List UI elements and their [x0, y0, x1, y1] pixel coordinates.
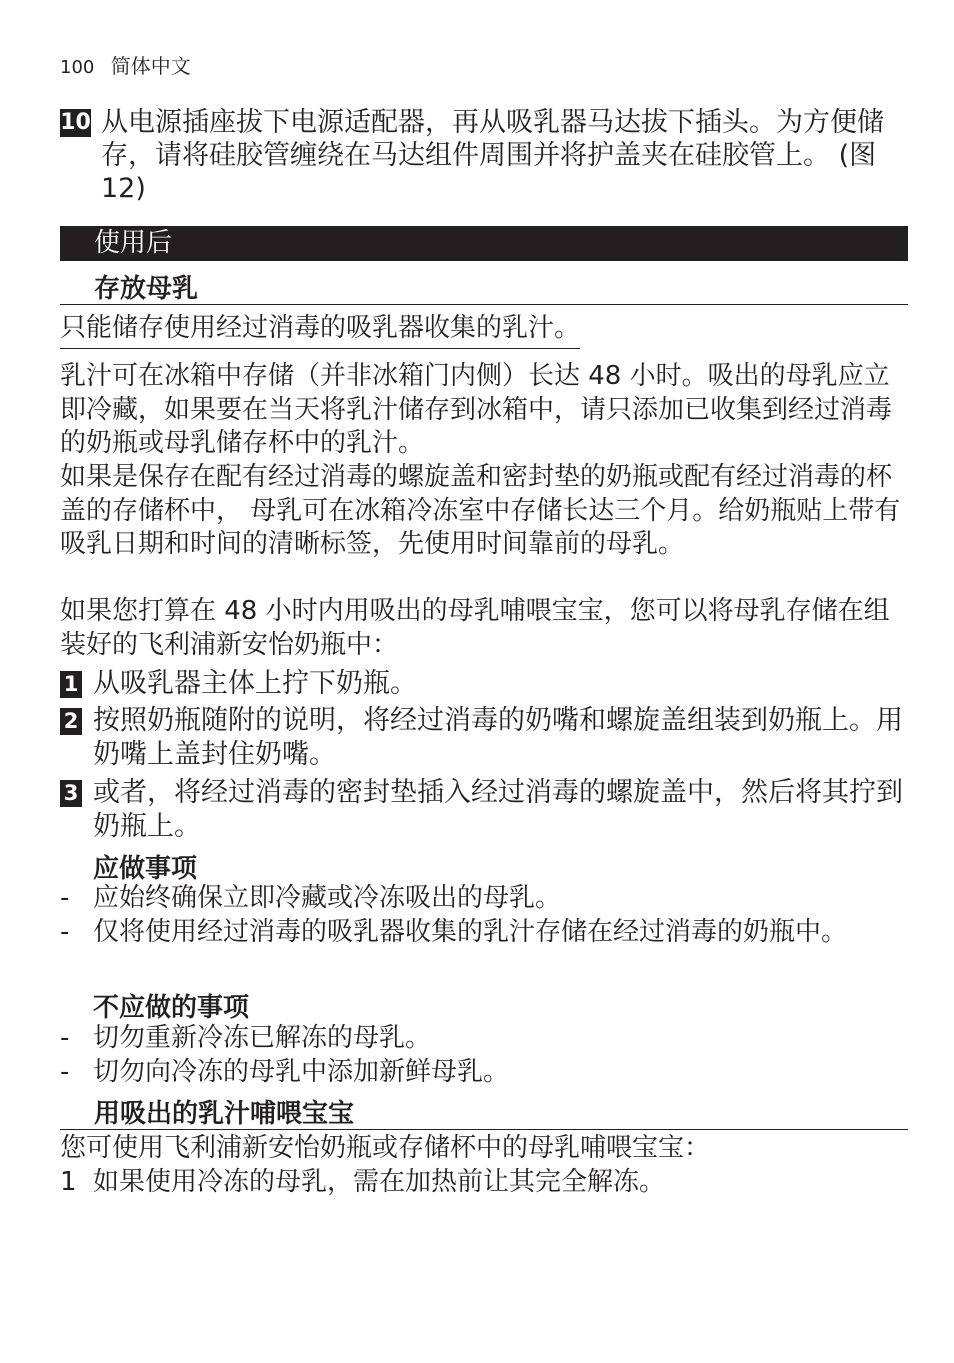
list-item-text: 切勿重新冷冻已解冻的母乳。	[93, 1023, 432, 1053]
step-text: 从电源插座拔下电源适配器，再从吸乳器马达拔下插头。为方便储存，请将硅胶管缠绕在马达组件周围并将护盖夹在硅胶管上。 (图 12)	[101, 107, 884, 204]
list-item-text: 仅将使用经过消毒的吸乳器收集的乳汁存储在经过消毒的奶瓶中。	[93, 917, 848, 947]
list-item-text: 切勿向冷冻的母乳中添加新鲜母乳。	[93, 1057, 510, 1087]
page-number: 100	[60, 57, 95, 78]
list-dash: -	[60, 1023, 70, 1053]
step-number-badge: 1	[60, 671, 82, 698]
step-number-badge: 10	[60, 110, 91, 135]
list-number: 1	[60, 1167, 77, 1197]
paragraph: 如果您打算在 48 小时内用吸出的母乳哺喂宝宝，您可以将母乳存储在组装好的飞利浦新安怡奶瓶中：	[60, 596, 890, 660]
warning-note	[60, 312, 908, 349]
paragraph: 乳汁可在冰箱中存储（并非冰箱门内侧）长达 48 小时。吸出的母乳应立即冷藏，如果要在当天将乳汁储存到冰箱中，请只添加已收集到经过消毒的奶瓶或母乳储存杯中的乳汁。	[60, 361, 893, 458]
donts-heading: 不应做的事项	[93, 993, 250, 1023]
list-item-text: 如果使用冷冻的母乳，需在加热前让其完全解冻。	[93, 1167, 666, 1197]
language-label: 简体中文	[110, 54, 191, 78]
step-number-badge: 3	[60, 780, 82, 807]
section-title: 使用后	[94, 228, 173, 258]
paragraph: 如果是保存在配有经过消毒的螺旋盖和密封垫的奶瓶或配有经过消毒的杯盖的存储杯中， 母乳可在冰箱冷冻室中存储长达三个月。给奶瓶贴上带有吸乳日期和时间的清晰标签，先使用时间靠前的母乳。	[60, 462, 901, 559]
list-dash: -	[60, 883, 70, 913]
dos-heading: 应做事项	[93, 854, 198, 884]
numbered-step	[60, 667, 908, 701]
step-text: 从吸乳器主体上拧下奶瓶。	[93, 668, 417, 699]
list-item	[60, 1022, 908, 1056]
section-heading-bar	[60, 226, 908, 261]
step-number-badge: 2	[60, 708, 82, 735]
numbered-step	[60, 704, 908, 771]
step-10	[60, 106, 900, 205]
step-text: 按照奶瓶随附的说明，将经过消毒的奶嘴和螺旋盖组装到奶瓶上。用奶嘴上盖封住奶嘴。	[93, 705, 903, 770]
page-header	[60, 50, 191, 79]
warning-text: 只能储存使用经过消毒的吸乳器收集的乳汁。	[60, 312, 580, 349]
list-dash: -	[60, 917, 70, 947]
numbered-list-item	[60, 1166, 908, 1200]
list-item	[60, 916, 908, 950]
subsection-title: 用吸出的乳汁哺喂宝宝	[94, 1099, 355, 1129]
subsection-title: 存放母乳	[94, 274, 199, 304]
list-item-text: 应始终确保立即冷藏或冷冻吸出的母乳。	[93, 883, 562, 913]
list-item	[60, 1056, 908, 1090]
step-text: 或者，将经过消毒的密封垫插入经过消毒的螺旋盖中，然后将其拧到奶瓶上。	[93, 777, 903, 842]
paragraph: 您可使用飞利浦新安怡奶瓶或存储杯中的母乳哺喂宝宝：	[60, 1133, 711, 1163]
subsection-heading	[60, 268, 908, 305]
list-dash: -	[60, 1057, 70, 1087]
list-item	[60, 882, 908, 916]
numbered-step	[60, 776, 908, 843]
subsection-heading	[60, 1093, 908, 1130]
